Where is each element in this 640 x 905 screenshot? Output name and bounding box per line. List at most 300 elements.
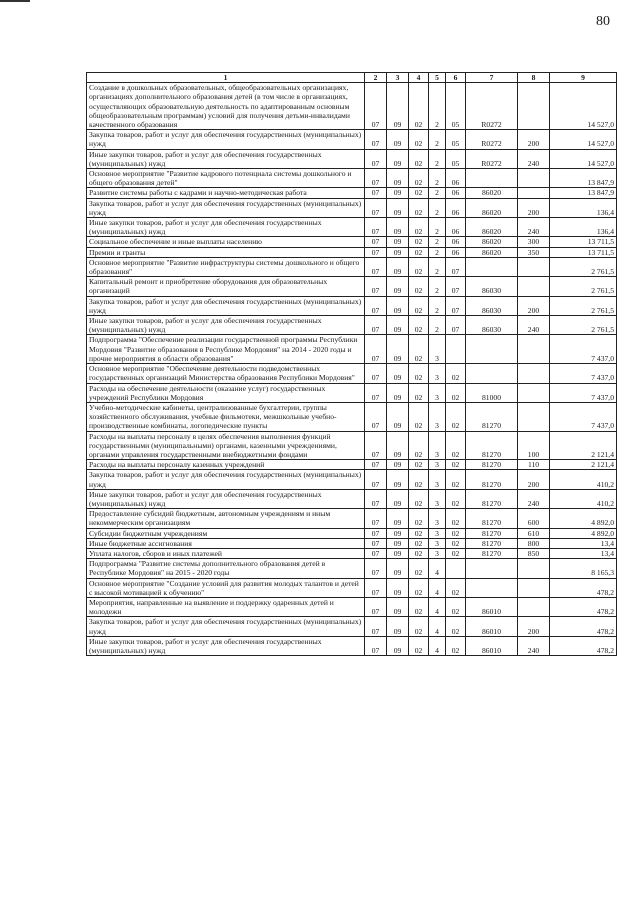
col-7-cell: 86020 xyxy=(466,247,518,257)
col-7-cell xyxy=(466,335,518,364)
col-4-cell: 02 xyxy=(409,383,429,402)
row-name-cell: Уплата налогов, сборов и иных платежей xyxy=(87,548,365,558)
table-row xyxy=(87,402,617,431)
col-4-cell: 02 xyxy=(409,169,429,188)
row-name-cell: Иные закупки товаров, работ и услуг для обеспечения государственных (муниципальных) нужд xyxy=(87,218,365,237)
col-2-cell: 07 xyxy=(365,617,387,636)
col-2-cell: 07 xyxy=(365,538,387,548)
col-8-cell: 800 xyxy=(518,538,550,548)
row-name-cell: Социальное обеспечение и иные выплаты населению xyxy=(87,237,365,247)
col-6-cell: 06 xyxy=(446,188,466,198)
col-5-cell: 2 xyxy=(429,257,446,276)
col-4-cell: 02 xyxy=(409,509,429,528)
col-2-cell: 07 xyxy=(365,130,387,149)
row-name-cell: Расходы на выплаты персоналу казенных учреждений xyxy=(87,460,365,470)
col-7-cell: 81000 xyxy=(466,383,518,402)
col-3-cell: 09 xyxy=(387,489,409,508)
budget-table xyxy=(86,72,617,656)
col-3-cell: 09 xyxy=(387,188,409,198)
table-row xyxy=(87,489,617,508)
page-number: 80 xyxy=(596,14,610,29)
col-4-cell: 02 xyxy=(409,247,429,257)
col-2-cell: 07 xyxy=(365,218,387,237)
table-row xyxy=(87,559,617,578)
col-8-cell: 110 xyxy=(518,460,550,470)
table-row xyxy=(87,509,617,528)
header-cell: 8 xyxy=(518,73,550,83)
col-3-cell: 09 xyxy=(387,548,409,558)
amount-cell: 13,4 xyxy=(550,548,617,558)
col-5-cell: 2 xyxy=(429,316,446,335)
amount-cell: 13 847,9 xyxy=(550,188,617,198)
table-row xyxy=(87,83,617,130)
row-name-cell: Расходы на выплаты персоналу в целях обеспечения выполнения функций государственными (муниципальными) органами, казенными учреждениями, органами управления государственными внебюджетными фондами xyxy=(87,431,365,460)
col-6-cell: 06 xyxy=(446,237,466,247)
table-row xyxy=(87,636,617,655)
col-6-cell: 06 xyxy=(446,247,466,257)
col-6-cell: 05 xyxy=(446,149,466,168)
col-7-cell: 86020 xyxy=(466,198,518,217)
row-name-cell: Подпрограмма "Развитие системы дополнительного образования детей в Республике Мордовия" на 2015 - 2020 годы xyxy=(87,559,365,578)
amount-cell: 7 437,0 xyxy=(550,402,617,431)
col-8-cell: 200 xyxy=(518,130,550,149)
header-cell: 6 xyxy=(446,73,466,83)
col-5-cell: 3 xyxy=(429,460,446,470)
col-7-cell: 81270 xyxy=(466,489,518,508)
col-5-cell: 4 xyxy=(429,636,446,655)
col-6-cell: 02 xyxy=(446,528,466,538)
table-row xyxy=(87,218,617,237)
col-4-cell: 02 xyxy=(409,130,429,149)
row-name-cell: Основное мероприятие "Обеспечение деятельности подведомственных государственных организаций Министерства образования Республики Мордовия" xyxy=(87,364,365,383)
col-4-cell: 02 xyxy=(409,617,429,636)
col-5-cell: 2 xyxy=(429,296,446,315)
col-5-cell: 3 xyxy=(429,402,446,431)
table-row xyxy=(87,247,617,257)
col-6-cell: 05 xyxy=(446,130,466,149)
col-5-cell: 3 xyxy=(429,431,446,460)
col-6-cell: 07 xyxy=(446,277,466,296)
col-4-cell: 02 xyxy=(409,364,429,383)
row-name-cell: Иные бюджетные ассигнования xyxy=(87,538,365,548)
col-2-cell: 07 xyxy=(365,316,387,335)
col-6-cell: 02 xyxy=(446,460,466,470)
row-name-cell: Иные закупки товаров, работ и услуг для обеспечения государственных (муниципальных) нужд xyxy=(87,636,365,655)
amount-cell: 8 165,3 xyxy=(550,559,617,578)
table-row xyxy=(87,188,617,198)
col-2-cell: 07 xyxy=(365,83,387,130)
col-8-cell: 610 xyxy=(518,528,550,538)
col-5-cell: 3 xyxy=(429,335,446,364)
col-7-cell: 86010 xyxy=(466,636,518,655)
header-cell: 7 xyxy=(466,73,518,83)
col-4-cell: 02 xyxy=(409,316,429,335)
row-name-cell: Иные закупки товаров, работ и услуг для обеспечения государственных (муниципальных) нужд xyxy=(87,316,365,335)
col-4-cell: 02 xyxy=(409,218,429,237)
col-7-cell xyxy=(466,559,518,578)
table-row xyxy=(87,149,617,168)
col-5-cell: 4 xyxy=(429,578,446,597)
col-3-cell: 09 xyxy=(387,198,409,217)
col-7-cell: 86030 xyxy=(466,296,518,315)
amount-cell: 2 761,5 xyxy=(550,277,617,296)
col-8-cell xyxy=(518,578,550,597)
col-2-cell: 07 xyxy=(365,636,387,655)
col-4-cell: 02 xyxy=(409,431,429,460)
header-cell: 2 xyxy=(365,73,387,83)
col-3-cell: 09 xyxy=(387,296,409,315)
col-2-cell: 07 xyxy=(365,431,387,460)
col-7-cell: 81270 xyxy=(466,431,518,460)
col-7-cell: R0272 xyxy=(466,130,518,149)
col-3-cell: 09 xyxy=(387,169,409,188)
col-8-cell: 240 xyxy=(518,316,550,335)
col-8-cell: 300 xyxy=(518,237,550,247)
col-4-cell: 02 xyxy=(409,460,429,470)
header-row xyxy=(87,73,617,83)
col-2-cell: 07 xyxy=(365,489,387,508)
amount-cell: 4 892,0 xyxy=(550,528,617,538)
col-2-cell: 07 xyxy=(365,470,387,489)
col-8-cell: 100 xyxy=(518,431,550,460)
col-8-cell: 240 xyxy=(518,149,550,168)
col-8-cell xyxy=(518,335,550,364)
row-name-cell: Подпрограмма "Обеспечение реализации государственной программы Республики Мордовия "Развитие образования в Республике Мордовия" на 2014 - 2020 годы и прочие мероприятия в области образования" xyxy=(87,335,365,364)
col-8-cell xyxy=(518,364,550,383)
row-name-cell: Капитальный ремонт и приобретение оборудования для образовательных организаций xyxy=(87,277,365,296)
col-6-cell: 02 xyxy=(446,548,466,558)
table-row xyxy=(87,296,617,315)
row-name-cell: Закупка товаров, работ и услуг для обеспечения государственных (муниципальных) нужд xyxy=(87,470,365,489)
col-8-cell: 200 xyxy=(518,617,550,636)
amount-cell: 2 761,5 xyxy=(550,257,617,276)
amount-cell: 478,2 xyxy=(550,578,617,597)
col-3-cell: 09 xyxy=(387,277,409,296)
col-6-cell: 07 xyxy=(446,257,466,276)
table-row xyxy=(87,597,617,616)
col-6-cell: 07 xyxy=(446,316,466,335)
amount-cell: 478,2 xyxy=(550,597,617,616)
amount-cell: 136,4 xyxy=(550,218,617,237)
col-6-cell: 05 xyxy=(446,83,466,130)
col-5-cell: 2 xyxy=(429,188,446,198)
col-7-cell: 81270 xyxy=(466,528,518,538)
row-name-cell: Субсидии бюджетным учреждениям xyxy=(87,528,365,538)
amount-cell: 2 761,5 xyxy=(550,296,617,315)
col-3-cell: 09 xyxy=(387,470,409,489)
col-7-cell: 86030 xyxy=(466,277,518,296)
table-row xyxy=(87,578,617,597)
col-4-cell: 02 xyxy=(409,559,429,578)
row-name-cell: Иные закупки товаров, работ и услуг для обеспечения государственных (муниципальных) нужд xyxy=(87,149,365,168)
col-8-cell: 600 xyxy=(518,509,550,528)
col-4-cell: 02 xyxy=(409,188,429,198)
col-2-cell: 07 xyxy=(365,383,387,402)
col-2-cell: 07 xyxy=(365,364,387,383)
col-2-cell: 07 xyxy=(365,257,387,276)
col-5-cell: 3 xyxy=(429,470,446,489)
header-cell: 4 xyxy=(409,73,429,83)
col-5-cell: 2 xyxy=(429,198,446,217)
col-5-cell: 2 xyxy=(429,169,446,188)
col-7-cell: R0272 xyxy=(466,149,518,168)
col-2-cell: 07 xyxy=(365,277,387,296)
col-7-cell: 81270 xyxy=(466,402,518,431)
row-name-cell: Основное мероприятие "Развитие инфраструктуры системы дошкольного и общего образования" xyxy=(87,257,365,276)
col-5-cell: 3 xyxy=(429,538,446,548)
col-2-cell: 07 xyxy=(365,149,387,168)
row-name-cell: Учебно-методические кабинеты, централизованные бухгалтерии, группы хозяйственного обслуживания, учебные фильмотеки, межшкольные учебно-производственные комбинаты, логопедические пункты xyxy=(87,402,365,431)
col-8-cell xyxy=(518,402,550,431)
col-6-cell: 02 xyxy=(446,364,466,383)
col-3-cell: 09 xyxy=(387,617,409,636)
col-5-cell: 2 xyxy=(429,149,446,168)
col-2-cell: 07 xyxy=(365,597,387,616)
col-2-cell: 07 xyxy=(365,460,387,470)
amount-cell: 14 527,0 xyxy=(550,83,617,130)
col-6-cell: 06 xyxy=(446,169,466,188)
col-5-cell: 3 xyxy=(429,528,446,538)
col-7-cell: 81270 xyxy=(466,538,518,548)
col-2-cell: 07 xyxy=(365,188,387,198)
col-4-cell: 02 xyxy=(409,538,429,548)
col-3-cell: 09 xyxy=(387,316,409,335)
amount-cell: 13 711,5 xyxy=(550,247,617,257)
col-4-cell: 02 xyxy=(409,636,429,655)
row-name-cell: Основное мероприятие "Создание условий для развития молодых талантов и детей с высокой мотивацией к обучению" xyxy=(87,578,365,597)
col-4-cell: 02 xyxy=(409,489,429,508)
table-row xyxy=(87,431,617,460)
amount-cell: 2 121,4 xyxy=(550,460,617,470)
col-3-cell: 09 xyxy=(387,130,409,149)
amount-cell: 7 437,0 xyxy=(550,383,617,402)
col-7-cell: 81270 xyxy=(466,509,518,528)
col-3-cell: 09 xyxy=(387,218,409,237)
scan-edge-mark xyxy=(0,0,30,2)
col-5-cell: 2 xyxy=(429,83,446,130)
col-6-cell: 02 xyxy=(446,402,466,431)
col-4-cell: 02 xyxy=(409,257,429,276)
col-6-cell: 07 xyxy=(446,296,466,315)
col-7-cell: 81270 xyxy=(466,548,518,558)
row-name-cell: Иные закупки товаров, работ и услуг для обеспечения государственных (муниципальных) нужд xyxy=(87,489,365,508)
amount-cell: 13,4 xyxy=(550,538,617,548)
col-7-cell: R0272 xyxy=(466,83,518,130)
col-8-cell: 200 xyxy=(518,198,550,217)
col-4-cell: 02 xyxy=(409,149,429,168)
row-name-cell: Развитие системы работы с кадрами и научно-методическая работа xyxy=(87,188,365,198)
col-6-cell: 02 xyxy=(446,617,466,636)
col-4-cell: 02 xyxy=(409,470,429,489)
table-row xyxy=(87,364,617,383)
table-row xyxy=(87,470,617,489)
col-5-cell: 3 xyxy=(429,383,446,402)
table-row xyxy=(87,617,617,636)
col-7-cell: 86030 xyxy=(466,316,518,335)
col-5-cell: 4 xyxy=(429,597,446,616)
row-name-cell: Закупка товаров, работ и услуг для обеспечения государственных (муниципальных) нужд xyxy=(87,198,365,217)
row-name-cell: Предоставление субсидий бюджетным, автономным учреждениям и иным некоммерческим организациям xyxy=(87,509,365,528)
col-3-cell: 09 xyxy=(387,364,409,383)
col-4-cell: 02 xyxy=(409,578,429,597)
col-7-cell: 81270 xyxy=(466,460,518,470)
col-6-cell: 02 xyxy=(446,636,466,655)
col-4-cell: 02 xyxy=(409,335,429,364)
col-3-cell: 09 xyxy=(387,83,409,130)
row-name-cell: Закупка товаров, работ и услуг для обеспечения государственных (муниципальных) нужд xyxy=(87,296,365,315)
col-6-cell xyxy=(446,559,466,578)
col-3-cell: 09 xyxy=(387,247,409,257)
col-8-cell: 200 xyxy=(518,296,550,315)
row-name-cell: Расходы на обеспечение деятельности (оказание услуг) государственных учреждений Республики Мордовия xyxy=(87,383,365,402)
table-row xyxy=(87,383,617,402)
col-6-cell: 06 xyxy=(446,218,466,237)
col-7-cell xyxy=(466,257,518,276)
col-7-cell: 86010 xyxy=(466,597,518,616)
table-row xyxy=(87,277,617,296)
col-6-cell: 02 xyxy=(446,578,466,597)
col-3-cell: 09 xyxy=(387,528,409,538)
amount-cell: 478,2 xyxy=(550,636,617,655)
amount-cell: 13 847,9 xyxy=(550,169,617,188)
col-8-cell: 240 xyxy=(518,636,550,655)
col-2-cell: 07 xyxy=(365,296,387,315)
col-4-cell: 02 xyxy=(409,528,429,538)
col-8-cell xyxy=(518,188,550,198)
col-6-cell xyxy=(446,335,466,364)
row-name-cell: Мероприятия, направленные на выявление и поддержку одаренных детей и молодежи xyxy=(87,597,365,616)
col-4-cell: 02 xyxy=(409,237,429,247)
amount-cell: 13 711,5 xyxy=(550,237,617,247)
col-5-cell: 2 xyxy=(429,277,446,296)
table-row xyxy=(87,130,617,149)
row-name-cell: Основное мероприятие "Развитие кадрового потенциала системы дошкольного и общего образования детей" xyxy=(87,169,365,188)
col-6-cell: 02 xyxy=(446,538,466,548)
col-6-cell: 02 xyxy=(446,470,466,489)
col-6-cell: 06 xyxy=(446,198,466,217)
col-8-cell xyxy=(518,277,550,296)
col-4-cell: 02 xyxy=(409,402,429,431)
col-4-cell: 02 xyxy=(409,548,429,558)
col-3-cell: 09 xyxy=(387,538,409,548)
col-3-cell: 09 xyxy=(387,402,409,431)
table-row xyxy=(87,198,617,217)
col-3-cell: 09 xyxy=(387,335,409,364)
table-row xyxy=(87,528,617,538)
table-row xyxy=(87,538,617,548)
col-3-cell: 09 xyxy=(387,636,409,655)
row-name-cell: Закупка товаров, работ и услуг для обеспечения государственных (муниципальных) нужд xyxy=(87,617,365,636)
col-7-cell xyxy=(466,364,518,383)
table-row xyxy=(87,548,617,558)
col-7-cell: 81270 xyxy=(466,470,518,489)
col-7-cell: 86020 xyxy=(466,188,518,198)
col-3-cell: 09 xyxy=(387,383,409,402)
col-5-cell: 4 xyxy=(429,617,446,636)
col-7-cell: 86020 xyxy=(466,237,518,247)
col-2-cell: 07 xyxy=(365,528,387,538)
col-8-cell xyxy=(518,257,550,276)
col-3-cell: 09 xyxy=(387,237,409,247)
col-4-cell: 02 xyxy=(409,83,429,130)
amount-cell: 478,2 xyxy=(550,617,617,636)
col-8-cell: 200 xyxy=(518,470,550,489)
col-5-cell: 4 xyxy=(429,559,446,578)
header-cell: 1 xyxy=(87,73,365,83)
col-4-cell: 02 xyxy=(409,198,429,217)
col-8-cell xyxy=(518,559,550,578)
row-name-cell: Закупка товаров, работ и услуг для обеспечения государственных (муниципальных) нужд xyxy=(87,130,365,149)
col-5-cell: 3 xyxy=(429,509,446,528)
amount-cell: 14 527,0 xyxy=(550,130,617,149)
amount-cell: 410,2 xyxy=(550,470,617,489)
amount-cell: 4 892,0 xyxy=(550,509,617,528)
col-3-cell: 09 xyxy=(387,460,409,470)
col-6-cell: 02 xyxy=(446,509,466,528)
row-name-cell: Создание в дошкольных образовательных, общеобразовательных организациях, организациях дополнительного образования детей (в том числе в организациях, осуществляющих образовательную деятельность по адаптированным основным общеобразовательным программам) условий для получения детьми-инвалидами качественного образования xyxy=(87,83,365,130)
col-8-cell xyxy=(518,83,550,130)
col-2-cell: 07 xyxy=(365,198,387,217)
col-7-cell: 86010 xyxy=(466,617,518,636)
col-7-cell: 86020 xyxy=(466,218,518,237)
col-4-cell: 02 xyxy=(409,277,429,296)
col-5-cell: 2 xyxy=(429,130,446,149)
col-3-cell: 09 xyxy=(387,509,409,528)
col-8-cell: 850 xyxy=(518,548,550,558)
col-2-cell: 07 xyxy=(365,237,387,247)
col-7-cell xyxy=(466,578,518,597)
col-5-cell: 2 xyxy=(429,237,446,247)
col-5-cell: 2 xyxy=(429,218,446,237)
col-5-cell: 2 xyxy=(429,247,446,257)
col-2-cell: 07 xyxy=(365,335,387,364)
amount-cell: 2 121,4 xyxy=(550,431,617,460)
col-2-cell: 07 xyxy=(365,169,387,188)
col-3-cell: 09 xyxy=(387,431,409,460)
col-3-cell: 09 xyxy=(387,559,409,578)
table-row xyxy=(87,335,617,364)
amount-cell: 136,4 xyxy=(550,198,617,217)
row-name-cell: Премии и гранты xyxy=(87,247,365,257)
col-8-cell xyxy=(518,597,550,616)
col-3-cell: 09 xyxy=(387,149,409,168)
col-7-cell xyxy=(466,169,518,188)
col-6-cell: 02 xyxy=(446,431,466,460)
amount-cell: 14 527,0 xyxy=(550,149,617,168)
header-cell: 5 xyxy=(429,73,446,83)
col-5-cell: 3 xyxy=(429,548,446,558)
col-8-cell xyxy=(518,383,550,402)
col-2-cell: 07 xyxy=(365,509,387,528)
amount-cell: 2 761,5 xyxy=(550,316,617,335)
amount-cell: 7 437,0 xyxy=(550,364,617,383)
table-row xyxy=(87,316,617,335)
col-4-cell: 02 xyxy=(409,597,429,616)
col-5-cell: 3 xyxy=(429,489,446,508)
col-2-cell: 07 xyxy=(365,559,387,578)
table-row xyxy=(87,257,617,276)
col-2-cell: 07 xyxy=(365,247,387,257)
amount-cell: 7 437,0 xyxy=(550,335,617,364)
col-2-cell: 07 xyxy=(365,402,387,431)
col-3-cell: 09 xyxy=(387,257,409,276)
header-cell: 9 xyxy=(550,73,617,83)
table-row xyxy=(87,237,617,247)
col-8-cell: 350 xyxy=(518,247,550,257)
table-row xyxy=(87,460,617,470)
col-3-cell: 09 xyxy=(387,578,409,597)
col-8-cell xyxy=(518,169,550,188)
